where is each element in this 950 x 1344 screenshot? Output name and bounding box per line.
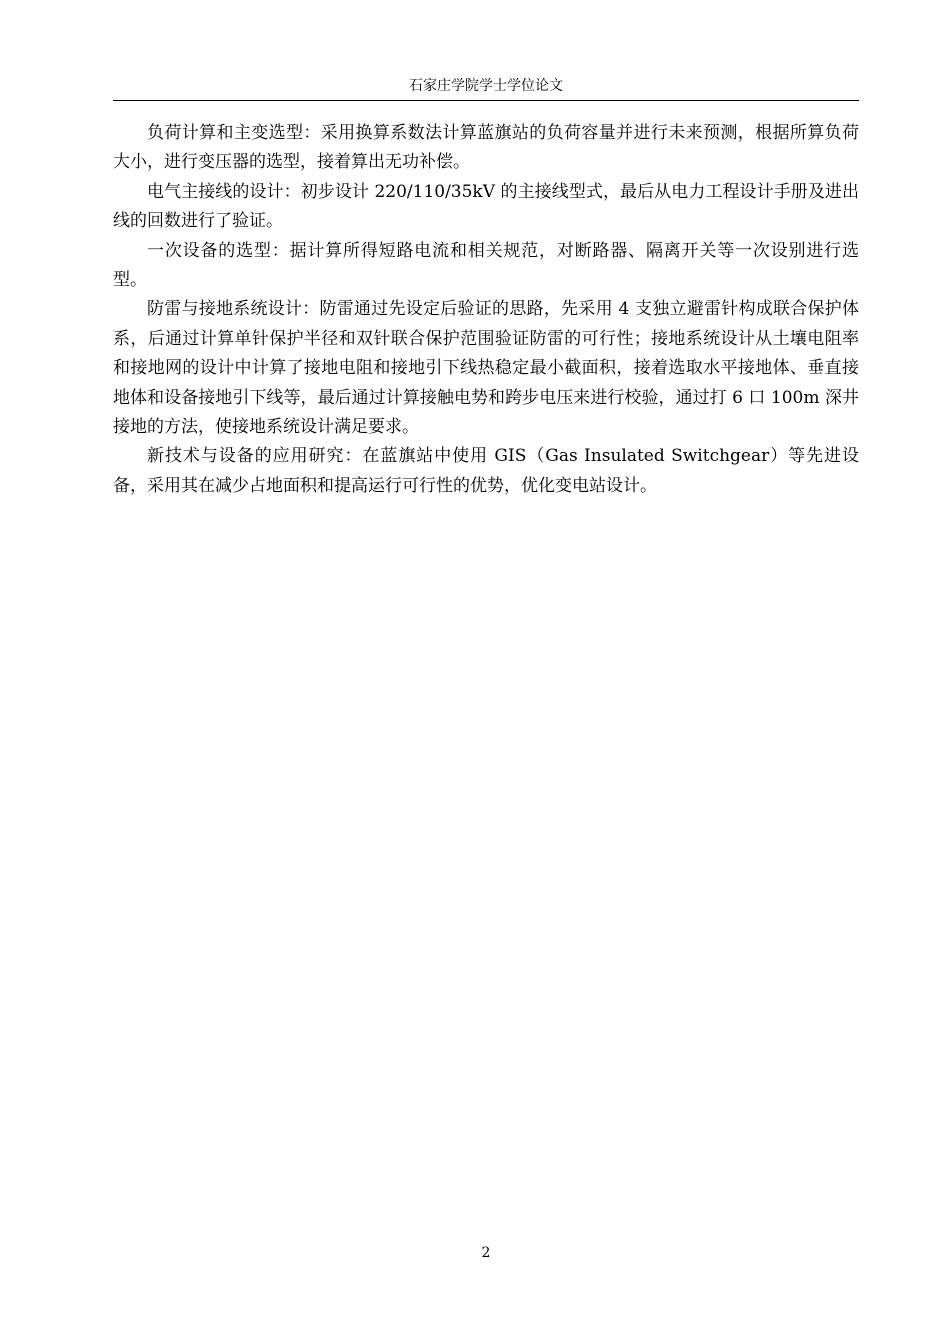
document-body	[113, 119, 859, 501]
paragraph-lightning-grounding: 防雷与接地系统设计：防雷通过先设定后验证的思路，先采用 4 支独立避雷针构成联合保护体系，后通过计算单针保护半径和双针联合保护范围验证防雷的可行性；接地系统设计从土壤电阻率和接地网的设计中计算了接地电阻和接地引下线热稳定最小截面积，接着选取水平接地体、垂直接地体和设备接地引下线等，最后通过计算接触电势和跨步电压来进行校验，通过打 6 口 100m 深井接地的方法，使接地系统设计满足要求。	[113, 299, 859, 438]
page-header-title: 石家庄学院学士学位论文	[409, 78, 563, 94]
header-divider	[113, 100, 859, 101]
paragraph-new-technology: 新技术与设备的应用研究：在蓝旗站中使用 GIS（Gas Insulated Switchgear）等先进设备，采用其在减少占地面积和提高运行可行性的优势，优化变电站设计。	[113, 446, 859, 496]
paragraph-main-wiring: 电气主接线的设计：初步设计 220/110/35kV 的主接线型式，最后从电力工程设计手册及进出线的回数进行了验证。	[113, 181, 859, 232]
page-number: 2	[481, 1245, 491, 1261]
paragraph-primary-equipment: 一次设备的选型：据计算所得短路电流和相关规范，对断路器、隔离开关等一次设别进行选型。	[113, 240, 859, 291]
paragraph-load-calculation: 负荷计算和主变选型：采用换算系数法计算蓝旗站的负荷容量并进行未来预测，根据所算负荷大小，进行变压器的选型，接着算出无功补偿。	[113, 123, 859, 173]
